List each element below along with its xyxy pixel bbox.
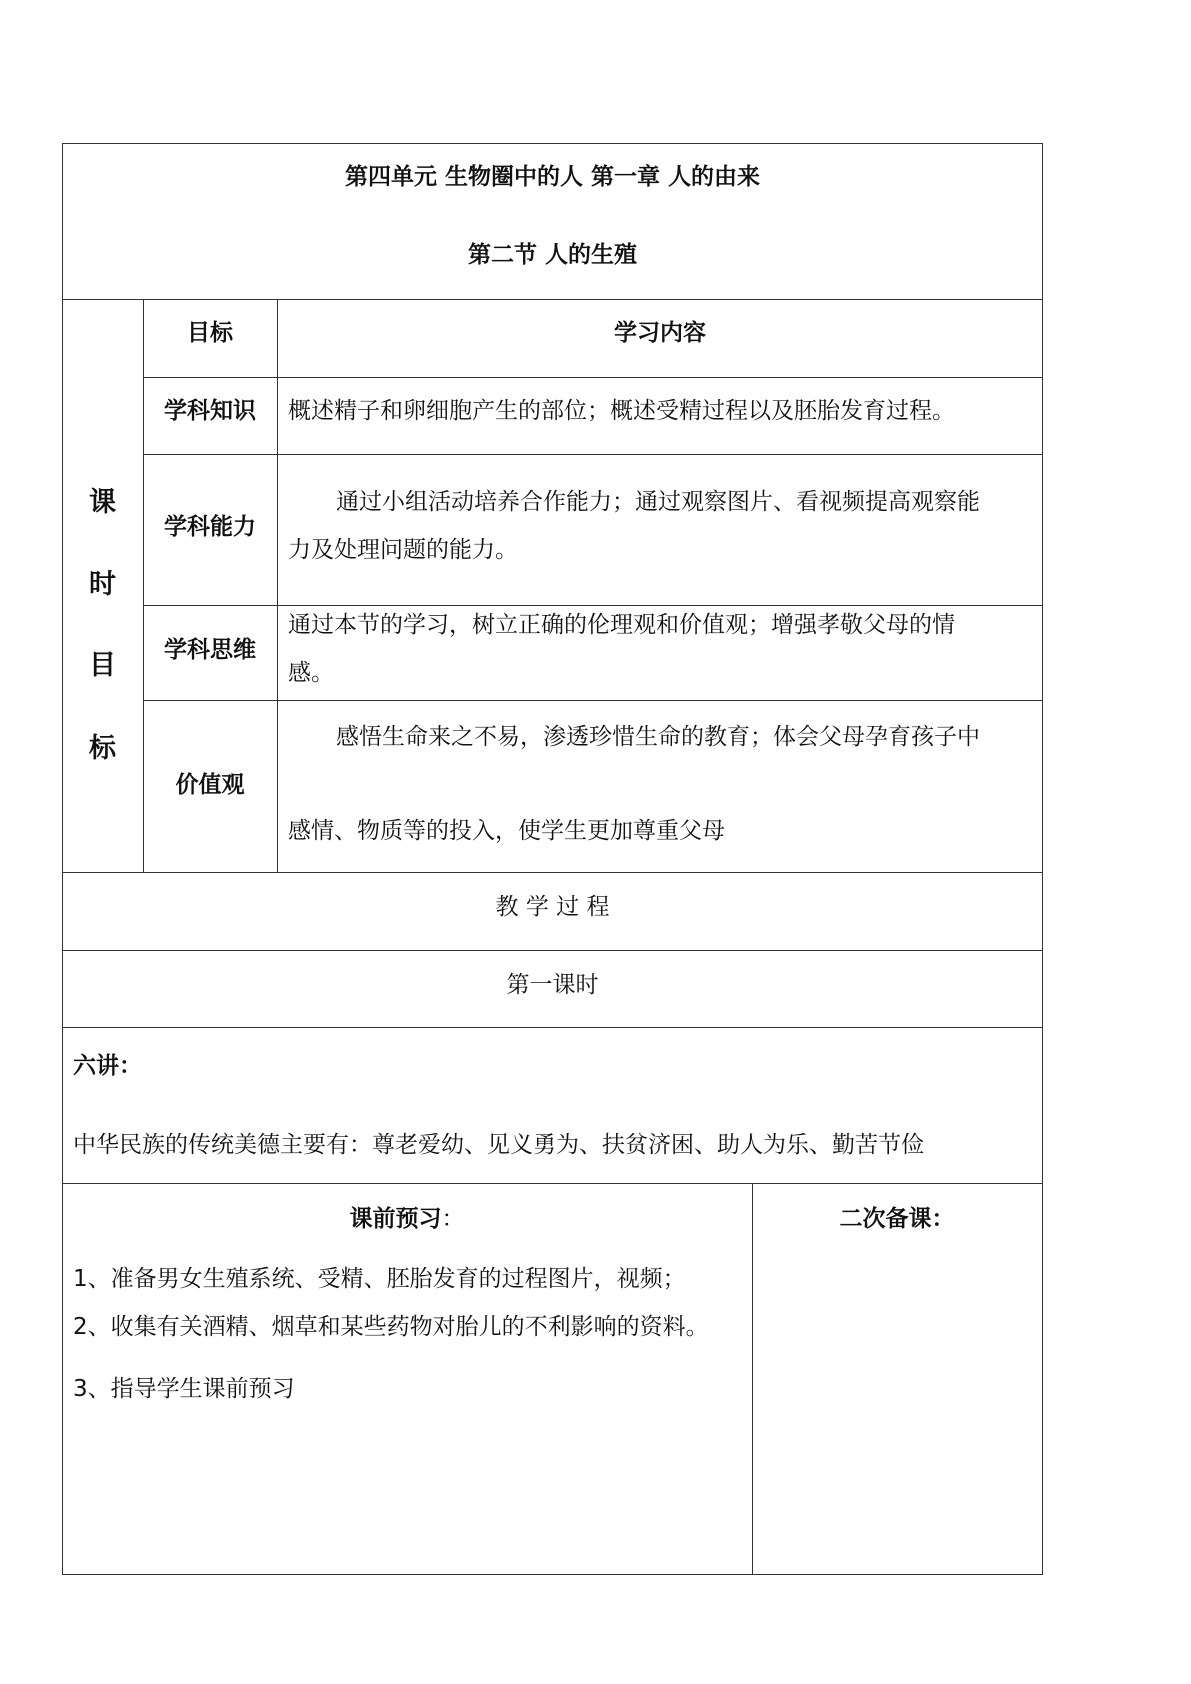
preview-item: 1、准备男女生殖系统、受精、胚胎发育的过程图片，视频； bbox=[73, 1266, 686, 1292]
table-border-right bbox=[1042, 143, 1043, 1575]
objective-label-knowledge: 学科知识 bbox=[164, 398, 256, 424]
second-prep-heading: 二次备课： bbox=[839, 1206, 955, 1232]
objective-text-knowledge: 概述精子和卵细胞产生的部位；概述受精过程以及胚胎发育过程。 bbox=[288, 398, 955, 424]
table-border-bottom bbox=[62, 1574, 1043, 1575]
objectives-bottom-divider bbox=[62, 872, 1043, 873]
objective-text-thinking: 感。 bbox=[288, 660, 334, 686]
session-row-divider bbox=[62, 1027, 1043, 1028]
objective-text-values: 感悟生命来之不易，渗透珍惜生命的教育；体会父母孕育孩子中 bbox=[336, 724, 980, 750]
section-title: 第二节 人的生殖 bbox=[467, 242, 637, 268]
table-border-top bbox=[62, 143, 1043, 144]
table-border-left bbox=[62, 143, 63, 1575]
objective-label-thinking: 学科思维 bbox=[164, 637, 256, 663]
objectives-row-divider bbox=[143, 377, 1043, 378]
preview-item: 2、收集有关酒精、烟草和某些药物对胎儿的不利影响的资料。 bbox=[73, 1314, 709, 1340]
objective-text-ability: 力及处理问题的能力。 bbox=[288, 537, 518, 563]
preview-column-divider bbox=[752, 1183, 753, 1575]
six-talks-text: 中华民族的传统美德主要有：尊老爱幼、见义勇为、扶贫济困、助人为乐、勤苦节俭 bbox=[73, 1132, 924, 1158]
side-label-char: 标 bbox=[89, 733, 116, 764]
objectives-row-divider bbox=[143, 605, 1043, 606]
process-title: 教 学 过 程 bbox=[495, 894, 610, 920]
objective-text-thinking: 通过本节的学习，树立正确的伦理观和价值观；增强孝敬父母的情 bbox=[288, 612, 955, 638]
preview-item: 3、指导学生课前预习 bbox=[73, 1376, 295, 1402]
column-header-target: 目标 bbox=[187, 320, 233, 346]
side-label-char: 课 bbox=[89, 487, 116, 518]
objectives-col2-divider bbox=[277, 299, 278, 872]
six-talks-row-divider bbox=[62, 1183, 1043, 1184]
page-title: 第四单元 生物圈中的人 第一章 人的由来 bbox=[344, 164, 761, 190]
objective-label-values: 价值观 bbox=[175, 772, 245, 798]
preview-heading-wrap bbox=[62, 1204, 752, 1234]
preview-heading: 课前预习 bbox=[349, 1206, 442, 1232]
objective-label-ability: 学科能力 bbox=[164, 514, 256, 540]
side-label-char: 时 bbox=[89, 569, 116, 600]
objectives-row-divider bbox=[143, 454, 1043, 455]
objective-text-ability: 通过小组活动培养合作能力；通过观察图片、看视频提高观察能 bbox=[336, 489, 980, 515]
session-title: 第一课时 bbox=[506, 972, 599, 998]
objective-text-values: 感情、物质等的投入，使学生更加尊重父母 bbox=[288, 818, 725, 844]
preview-heading-suffix: ： bbox=[441, 1206, 465, 1232]
process-row-divider bbox=[62, 950, 1043, 951]
six-talks-heading: 六讲： bbox=[73, 1053, 142, 1079]
objectives-row-divider bbox=[143, 700, 1043, 701]
column-header-content: 学习内容 bbox=[614, 320, 706, 346]
side-label-char: 目 bbox=[89, 650, 116, 681]
header-divider bbox=[62, 299, 1043, 300]
